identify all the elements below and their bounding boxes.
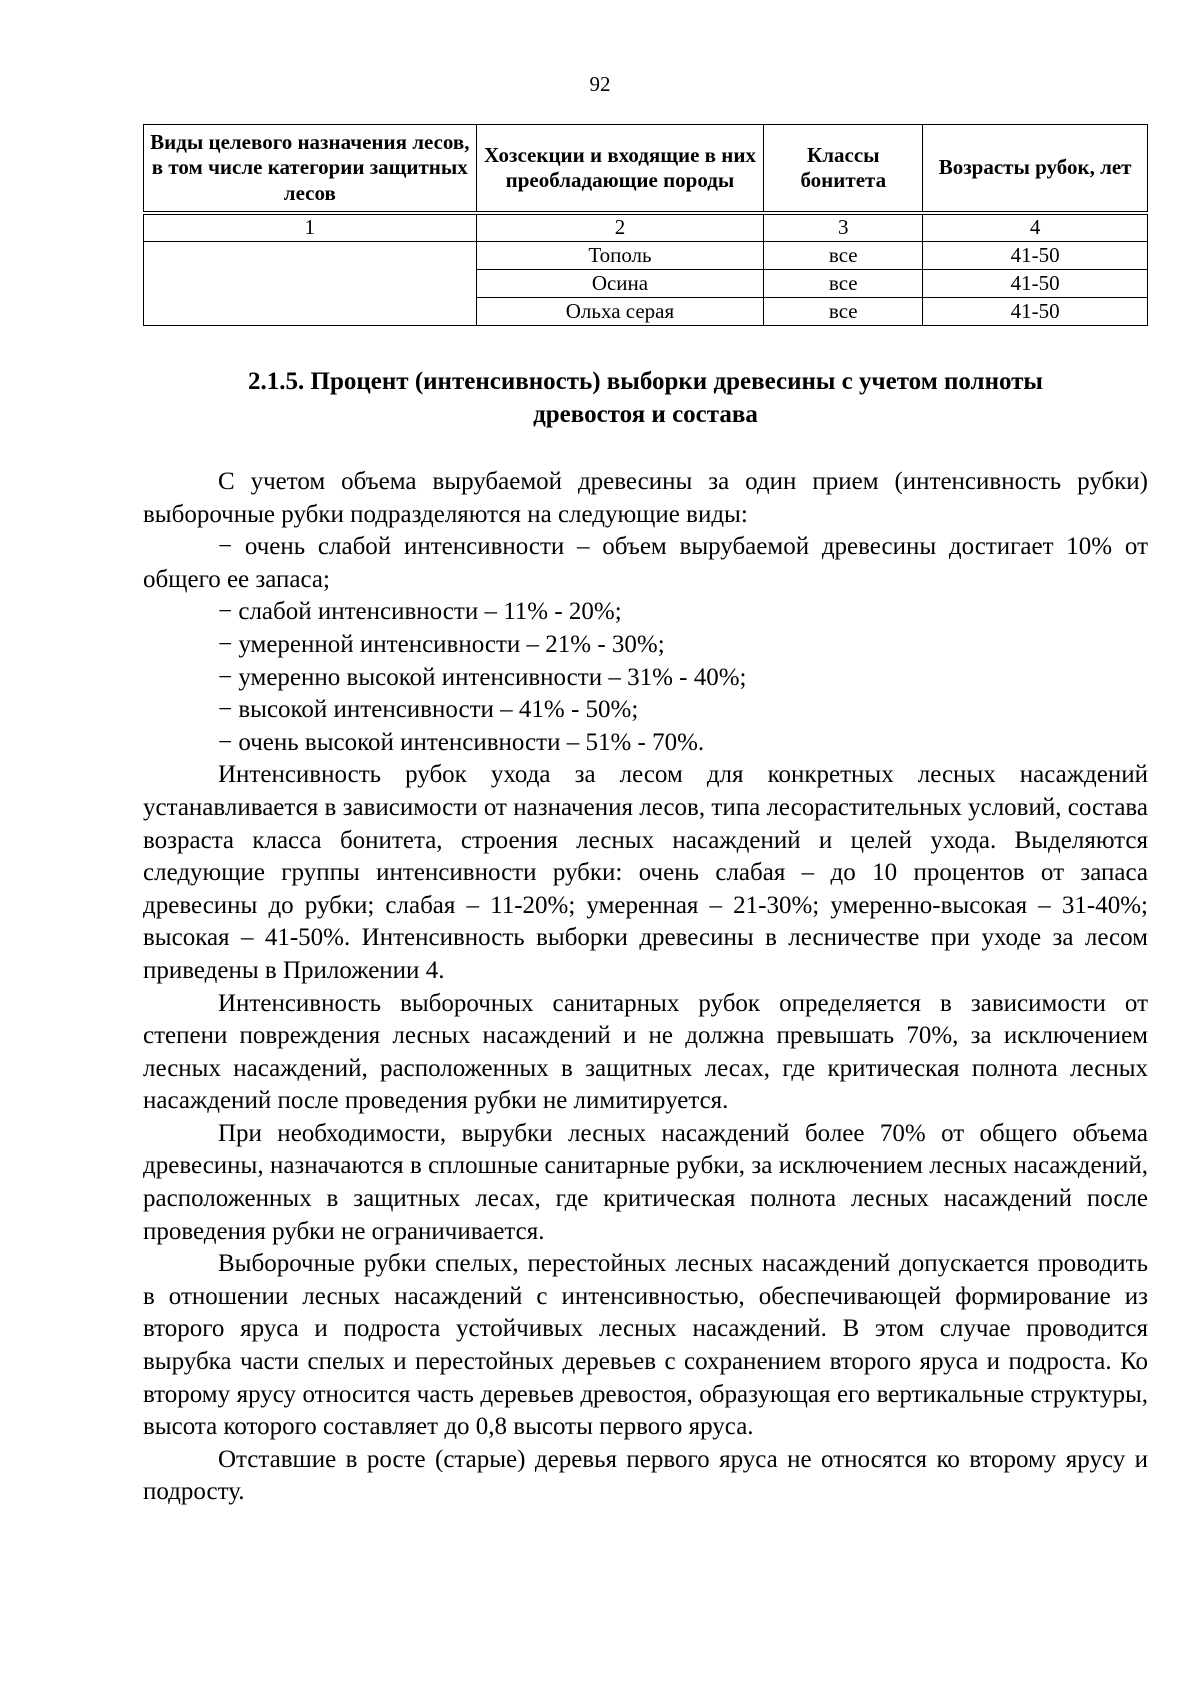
site-class-cell: все: [764, 270, 923, 298]
species-cell: Осина: [476, 270, 764, 298]
felling-age-cell: 41-50: [923, 298, 1148, 326]
column-number: 4: [923, 213, 1148, 242]
list-item: − умеренно высокой интенсивности – 31% - 40%;: [218, 663, 747, 691]
paragraph: Интенсивность рубок ухода за лесом для конкретных лесных насаждений устанавливается в зависимости от назначения лесов, типа лесорастительных условий, состава возраста класса бонитета, строения лесных насаждений и целей ухода. Выделяются следующие группы интенсивности рубки: очень слабая – до 10 процентов от запаса древесины до рубки; слабая – 11-20%; умеренная – 21-30%; умеренно-высокая – 31-40%; высокая – 41-50%. Интенсивность выборки древесины в лесничестве при уходе за лесом приведены в Приложении 4.: [143, 761, 1148, 984]
table-header-row: [144, 125, 1148, 214]
felling-age-table: [143, 124, 1148, 326]
column-number: 3: [764, 213, 923, 242]
felling-age-cell: 41-50: [923, 270, 1148, 298]
header-felling-age: Возрасты рубок, лет: [923, 125, 1148, 214]
list-item: − умеренной интенсивности – 21% - 30%;: [218, 630, 665, 658]
species-cell: Ольха серая: [476, 298, 764, 326]
header-site-class: Классы бонитета: [764, 125, 923, 214]
column-number-row: [144, 213, 1148, 242]
list-item: − очень высокой интенсивности – 51% - 70%.: [218, 728, 705, 756]
paragraph: С учетом объема вырубаемой древесины за один прием (интенсивность рубки) выборочные рубки подразделяются на следующие виды:: [143, 468, 1148, 528]
page-number: 92: [589, 72, 611, 96]
paragraph: Отставшие в росте (старые) деревья первого яруса не относятся ко второму ярусу и подросту.: [143, 1445, 1148, 1506]
column-number: 2: [476, 213, 764, 242]
header-forest-purpose: Виды целевого назначения лесов, в том числе категории защитных лесов: [144, 125, 477, 214]
list-item: − слабой интенсивности – 11% - 20%;: [218, 598, 622, 626]
list-item: − высокой интенсивности – 41% - 50%;: [218, 696, 639, 724]
section-heading-line: древостоя и состава: [533, 401, 758, 428]
section-heading-line: 2.1.5. Процент (интенсивность) выборки древесины с учетом полноты: [248, 368, 1043, 395]
paragraph: Выборочные рубки спелых, перестойных лесных насаждений допускается проводить в отношении лесных насаждений с интенсивностью, обеспечивающей формирование из второго яруса и подроста устойчивых лесных насаждений. В этом случае проводится вырубка части спелых и перестойных деревьев с сохранением второго яруса и подроста. Ко второму ярусу относится часть деревьев древостоя, образующая его вертикальные структуры, высота которого составляет до 0,8 высоты первого яруса.: [143, 1250, 1148, 1441]
paragraph: Интенсивность выборочных санитарных рубок определяется в зависимости от степени повреждения лесных насаждений и не должна превышать 70%, за исключением лесных насаждений, расположенных в защитных лесах, где критическая полнота лесных насаждений после проведения рубки не лимитируется.: [143, 989, 1148, 1115]
site-class-cell: все: [764, 242, 923, 270]
felling-age-cell: 41-50: [923, 242, 1148, 270]
column-number: 1: [144, 213, 477, 242]
category-cell: [144, 242, 477, 326]
section-body: [143, 466, 1148, 1509]
site-class-cell: все: [764, 298, 923, 326]
list-item: − очень слабой интенсивности – объем вырубаемой древесины достигает 10% от общего ее запаса;: [143, 533, 1148, 593]
paragraph: При необходимости, вырубки лесных насаждений более 70% от общего объема древесины, назначаются в сплошные санитарные рубки, за исключением лесных насаждений, расположенных в защитных лесах, где критическая полнота лесных насаждений после проведения рубки не ограничивается.: [143, 1119, 1148, 1245]
section-heading: [143, 365, 1148, 431]
table-row: [144, 242, 1148, 270]
header-sections-species: Хозсекции и входящие в них преобладающие породы: [476, 125, 764, 214]
species-cell: Тополь: [476, 242, 764, 270]
